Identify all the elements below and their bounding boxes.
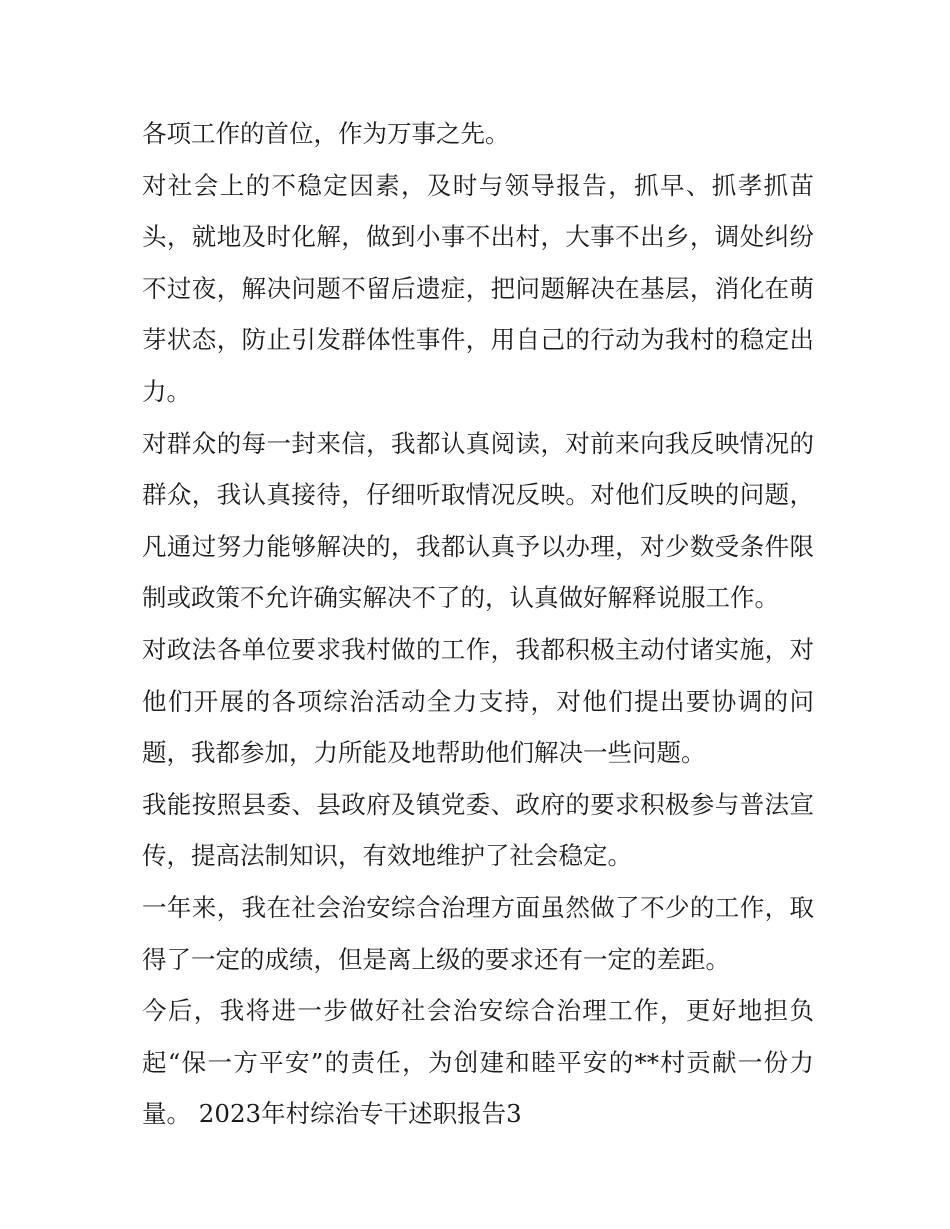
paragraph: 对群众的每一封来信，我都认真阅读，对前来向我反映情况的群众，我认真接待，仔细听取情况反映。对他们反映的问题，凡通过努力能够解决的，我都认真予以办理，对少数受条件限制或政策不允许确实解决不了的，认真做好解释说服工作。 [142,428,814,613]
paragraph: 对政法各单位要求我村做的工作，我都积极主动付诸实施，对他们开展的各项综治活动全力支持，对他们提出要协调的问题，我都参加，力所能及地帮助他们解决一些问题。 [142,634,814,768]
paragraph: 各项工作的首位，作为万事之先。 [142,119,510,148]
paragraph: 一年来，我在社会治安综合治理方面虽然做了不少的工作，取得了一定的成绩，但是离上级的要求还有一定的差距。 [142,892,814,974]
paragraph: 我能按照县委、县政府及镇党委、政府的要求积极参与普法宣传，提高法制知识，有效地维护了社会稳定。 [142,789,814,871]
paragraph: 今后，我将进一步做好社会治安综合治理工作，更好地担负起“保一方平安”的责任，为创建和睦平安的**村贡献一份力量。 2023年村综治专干述职报告3 [142,996,814,1129]
document-body [142,108,814,1140]
paragraph: 对社会上的不稳定因素，及时与领导报告，抓早、抓孝抓苗头，就地及时化解，做到小事不出村，大事不出乡，调处纠纷不过夜，解决问题不留后遗症，把问题解决在基层，消化在萌芽状态，防止引发群体性事件，用自己的行动为我村的稳定出力。 [142,170,814,406]
